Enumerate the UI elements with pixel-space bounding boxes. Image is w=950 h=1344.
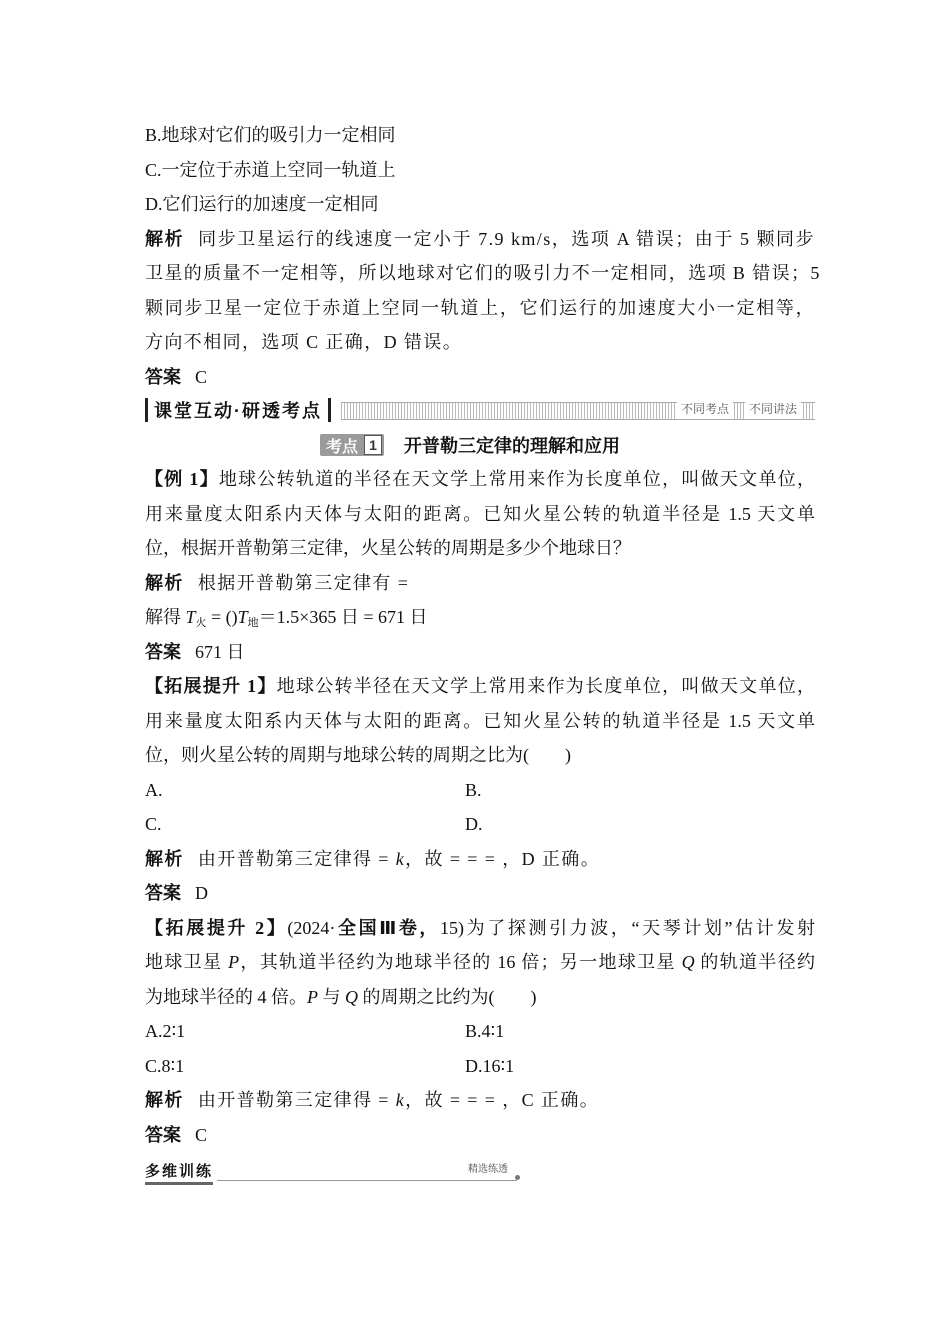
example-1-line-3: 位，根据开普勒第三定律，火星公转的周期是多少个地球日？: [145, 538, 631, 558]
example-1-answer: [145, 635, 815, 670]
answer-label: 答案: [145, 1124, 181, 1145]
document-page: [145, 118, 821, 1186]
extension-2-line-1: 【拓展提升 2】(2024·全国Ⅲ卷，15)为了探测引力波，“天琴计划”估计发射: [145, 917, 815, 938]
option-c: C.一定位于赤道上空同一轨道上: [145, 159, 396, 180]
kaodian-number: 1: [364, 435, 382, 455]
example-1: [145, 462, 815, 669]
answer-value: C: [195, 1124, 208, 1145]
section-tag-2: 不同讲法: [745, 399, 801, 419]
option-a: A.: [145, 779, 163, 800]
option-b: B.地球对它们的吸引力一定相同: [145, 125, 396, 145]
practice-section-header: [145, 1156, 815, 1186]
practice-divider: [217, 1180, 517, 1181]
option-b: B.4∶1: [465, 1021, 505, 1041]
extension-label: 【拓展提升 1】: [145, 676, 277, 696]
option-d: D.它们运行的加速度一定相同: [145, 194, 379, 214]
extension-1-options-cd: [145, 807, 815, 842]
option-c: C.8∶1: [145, 1055, 185, 1076]
section-header: [145, 396, 815, 426]
option-c: C.: [145, 814, 162, 834]
solution-label: 解析: [145, 228, 185, 249]
answer-value: D: [195, 883, 208, 903]
extension-2-options-cd: [145, 1049, 815, 1084]
answer-label: 答案: [145, 641, 181, 662]
extension-2: [145, 911, 815, 1153]
extension-1-line-2: 用来量度太阳系内天体与太阳的距离。已知火星公转的轨道半径是 1.5 天文单: [145, 710, 815, 731]
solution-label: 解析: [145, 572, 184, 593]
extension-1-options-ab: [145, 773, 815, 808]
extension-2-line-3: 为地球半径的 4 倍。P 与 Q 的周期之比约为( ): [145, 986, 537, 1007]
solution-label: 解析: [145, 848, 184, 869]
example-1-solution: 解析 根据开普勒第三定律有 =: [145, 572, 410, 593]
answer-value: C: [195, 366, 208, 387]
answer-label: 答案: [145, 366, 181, 387]
prev-solution-line-1: 解析 同步卫星运行的线速度一定小于 7.9 km/s，选项 A 错误；由于 5 颗同步: [145, 228, 815, 249]
section-title: 课堂互动·研透考点: [145, 398, 331, 422]
option-a: A.2∶1: [145, 1021, 186, 1041]
answer-label: 答案: [145, 883, 181, 903]
prev-solution-line-4: 方向不相同，选项 C 正确，D 错误。: [145, 332, 463, 352]
option-b: B.: [465, 779, 482, 800]
example-1-solution-2: 解得 $T_火 = ()T_地=1.5\times 365$ 日 = 671 日: [145, 607, 428, 629]
section-tag-1: 不同考点: [677, 399, 733, 419]
answer-value: 671 日: [195, 641, 245, 662]
example-1-line-1: 【例 1】地球公转轨道的半径在天文学上常用来作为长度单位，叫做天文单位，: [145, 469, 815, 489]
option-d: D.16∶1: [465, 1055, 515, 1076]
extension-1-line-3: 位，则火星公转的周期与地球公转的周期之比为( ): [145, 745, 571, 765]
extension-1-solution: 解析 由开普勒第三定律得 = k，故 = = = ，D 正确。: [145, 848, 601, 869]
practice-title: 多维训练: [145, 1160, 213, 1185]
prev-solution-line-2: 卫星的质量不一定相等，所以地球对它们的吸引力不一定相同，选项 B 错误；5: [145, 263, 821, 283]
prev-solution: [145, 222, 821, 360]
practice-subtitle: 精选练透: [468, 1164, 508, 1175]
kaodian-heading: [125, 428, 815, 462]
extension-1: [145, 669, 815, 911]
prev-solution-line-3: 颗同步卫星一定位于赤道上空同一轨道上，它们运行的加速度大小一定相等，: [145, 297, 815, 318]
section-hatch: [341, 402, 815, 420]
kaodian-title: 开普勒三定律的理解和应用: [404, 436, 620, 456]
extension-1-answer: [145, 876, 815, 911]
solution-label: 解析: [145, 1090, 184, 1110]
kaodian-badge: 考点 1: [320, 434, 384, 456]
example-label: 【例 1】: [145, 469, 219, 489]
extension-2-options-ab: [145, 1014, 815, 1049]
extension-label: 【拓展提升 2】: [145, 917, 288, 938]
extension-2-solution: 解析 由开普勒第三定律得 = k，故 = = = ，C 正确。: [145, 1090, 600, 1110]
extension-2-line-2: 地球卫星 P，其轨道半径约为地球半径的 16 倍；另一地球卫星 Q 的轨道半径约: [145, 952, 816, 972]
prev-answer: [145, 360, 815, 395]
option-d: D.: [465, 814, 483, 834]
dot-icon: [515, 1175, 520, 1180]
extension-1-line-1: 【拓展提升 1】地球公转半径在天文学上常用来作为长度单位，叫做天文单位，: [145, 676, 815, 696]
example-1-line-2: 用来量度太阳系内天体与太阳的距离。已知火星公转的轨道半径是 1.5 天文单: [145, 503, 815, 524]
extension-2-answer: [145, 1118, 815, 1153]
